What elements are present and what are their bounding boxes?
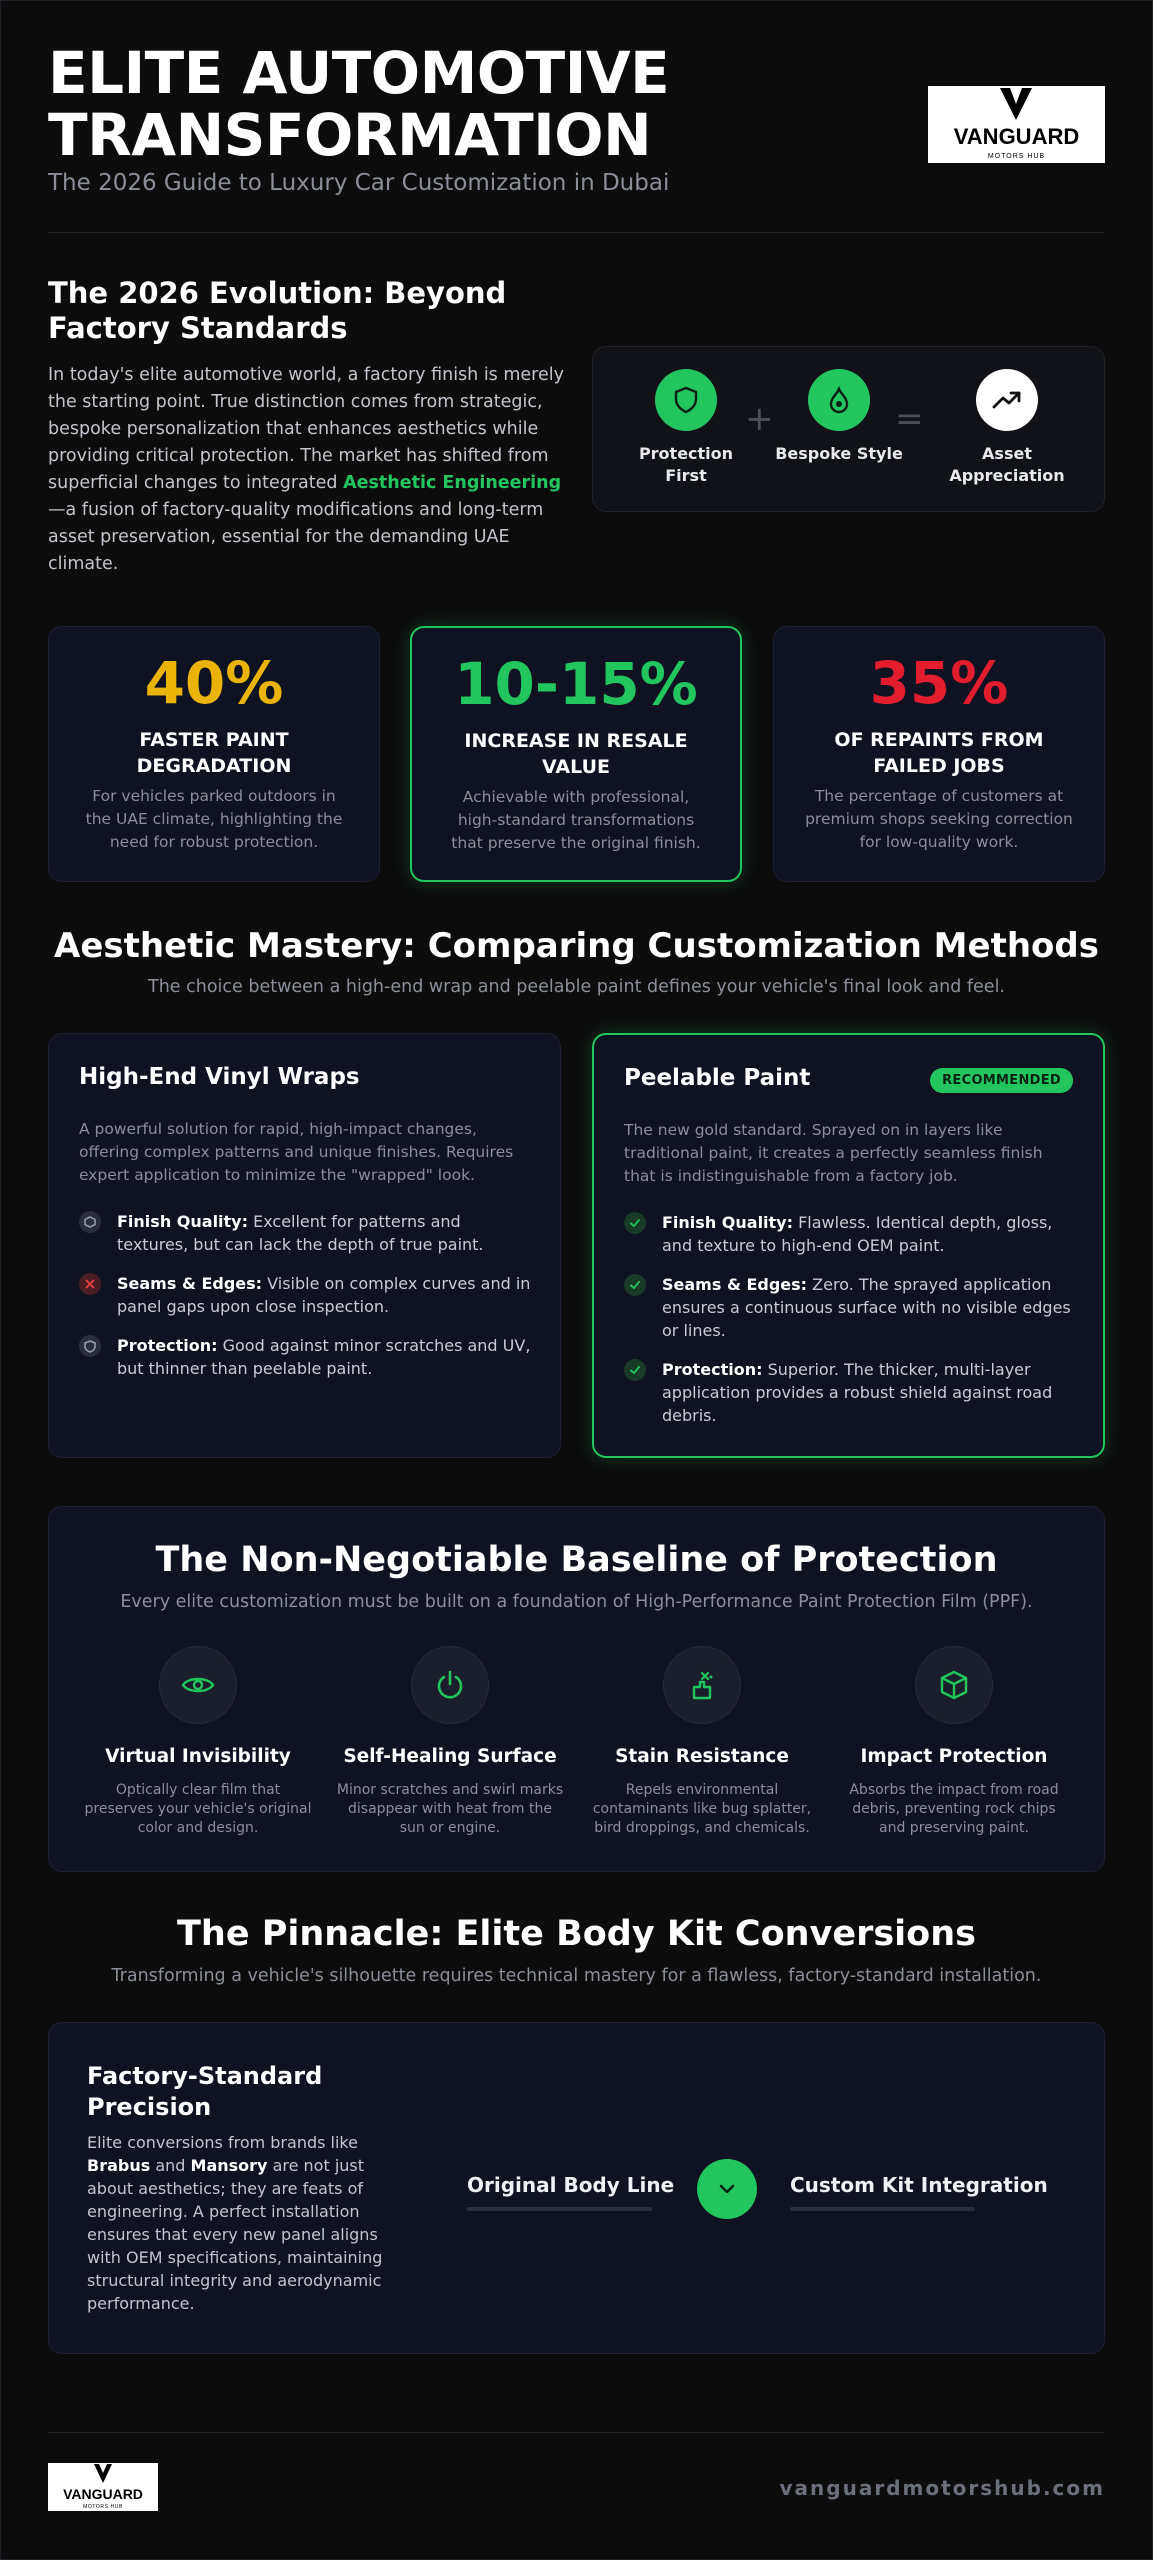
custom-kit-label: Custom Kit Integration: [790, 2173, 1048, 2197]
shield-icon: [655, 369, 717, 431]
eye-icon: [159, 1646, 237, 1724]
stat-description: The percentage of customers at premium shops seeking correction for low-quality work.: [805, 787, 1073, 851]
peelable-paint-card: [592, 1033, 1105, 1458]
recommended-badge: RECOMMENDED: [930, 1068, 1073, 1093]
footer-divider: [48, 2432, 1105, 2433]
evolution-heading: The 2026 Evolution: Beyond Factory Standards: [48, 276, 507, 345]
plus-sign: +: [745, 399, 774, 439]
custom-kit-bar: [790, 2207, 975, 2211]
feature-list: [624, 1211, 1079, 1443]
vanguard-logo: [928, 86, 1105, 163]
card-title: Peelable Paint: [624, 1065, 811, 1091]
cube-icon: [915, 1646, 993, 1724]
stat-title: OF REPAINTS FROM FAILED JOBS: [834, 729, 1044, 777]
stat-card-resale-value: [410, 626, 742, 882]
mastery-subtitle: The choice between a high-end wrap and peelable paint defines your vehicle's final look and feel.: [148, 977, 1005, 997]
page-title: ELITE AUTOMOTIVE TRANSFORMATION: [48, 39, 670, 169]
card-description: A powerful solution for rapid, high-impact changes, offering complex patterns and unique finishes. Requires expert application to minimize the "wrapped" look.: [79, 1120, 514, 1184]
mastery-heading: Aesthetic Mastery: Comparing Customization Methods: [54, 926, 1099, 966]
feature-self-healing: Self-Healing Surface Minor scratches and swirl marks disappear with heat from the sun or engine.: [325, 1646, 575, 1838]
stat-card-repaints: [773, 626, 1105, 882]
spray-icon: [663, 1646, 741, 1724]
trending-up-icon: [976, 369, 1038, 431]
aesthetic-engineering-highlight: Aesthetic Engineering: [343, 473, 562, 493]
list-item: Seams & Edges: Visible on complex curves and in panel gaps upon close inspection.: [79, 1272, 534, 1318]
header-divider: [48, 232, 1105, 233]
stat-value: 35%: [869, 649, 1009, 717]
svg-text:VANGUARD: VANGUARD: [63, 2486, 143, 2502]
stat-description: Achievable with professional, high-standard transformations that preserve the original finish.: [451, 788, 701, 852]
card-title: High-End Vinyl Wraps: [79, 1064, 360, 1090]
equation-bespoke-style: Bespoke Style: [774, 369, 904, 465]
feature-list: [79, 1210, 534, 1396]
list-item: Finish Quality: Excellent for patterns and textures, but can lack the depth of true paint.: [79, 1210, 534, 1256]
list-item: Protection: Superior. The thicker, multi-layer application provides a robust shield against road debris.: [624, 1358, 1079, 1427]
list-item: Seams & Edges: Zero. The sprayed application ensures a continuous surface with no visible edges or lines.: [624, 1273, 1079, 1342]
evolution-paragraph: In today's elite automotive world, a factory finish is merely the starting point. True distinction comes from strategic, bespoke personalization that enhances aesthetics while providing critical protection. The market has shifted from superficial changes to integrated Aesthetic Engineering—a fusion of factory-quality modifications and long-term asset preservation, essential for the demanding UAE climate.: [48, 365, 564, 574]
svg-text:MOTORS HUB: MOTORS HUB: [987, 153, 1046, 160]
power-icon: [411, 1646, 489, 1724]
paint-drop-icon: [808, 369, 870, 431]
vanguard-logo-small: [48, 2463, 158, 2511]
bodykit-subtitle: Transforming a vehicle's silhouette requires technical mastery for a flawless, factory-standard installation.: [111, 1966, 1042, 1986]
equation-protection-first: Protection First: [621, 369, 751, 487]
feature-impact-protection: Impact Protection Absorbs the impact from road debris, preventing rock chips and preserving paint.: [829, 1646, 1079, 1838]
stat-title: INCREASE IN RESALE VALUE: [464, 730, 688, 778]
footer-website-link[interactable]: vanguardmotorshub.com: [779, 2476, 1105, 2500]
vinyl-wrap-card: [48, 1033, 561, 1458]
bodykit-card: [48, 2022, 1105, 2354]
svg-text:VANGUARD: VANGUARD: [953, 124, 1080, 149]
shield-icon: [79, 1335, 101, 1357]
page-subtitle: The 2026 Guide to Luxury Car Customization in Dubai: [48, 170, 670, 196]
value-equation-card: [592, 346, 1105, 512]
feature-stain-resistance: Stain Resistance Repels environmental contaminants like bug splatter, bird droppings, and chemicals.: [577, 1646, 827, 1838]
check-icon: [624, 1274, 646, 1296]
card-title: Factory-Standard Precision: [87, 2062, 323, 2121]
neutral-icon: [79, 1211, 101, 1233]
stat-description: For vehicles parked outdoors in the UAE climate, highlighting the need for robust protection.: [85, 787, 343, 851]
stat-value: 40%: [144, 649, 284, 717]
original-body-line-label: Original Body Line: [467, 2173, 675, 2197]
original-body-line-bar: [467, 2207, 652, 2211]
check-icon: [624, 1212, 646, 1234]
stat-title: FASTER PAINT DEGRADATION: [136, 729, 292, 777]
equals-sign: =: [895, 399, 924, 439]
stat-value: 10-15%: [454, 650, 698, 718]
protection-subtitle: Every elite customization must be built on a foundation of High-Performance Paint Protection Film (PPF).: [120, 1592, 1033, 1612]
x-icon: [79, 1273, 101, 1295]
protection-heading: The Non-Negotiable Baseline of Protection: [155, 1540, 998, 1580]
card-description: Elite conversions from brands like Brabus and Mansory are not just about aesthetics; they are feats of engineering. A perfect installation ensures that every new panel aligns with OEM specifications, maintaining structural integrity and aerodynamic performance.: [87, 2133, 383, 2313]
list-item: Finish Quality: Flawless. Identical depth, gloss, and texture to high-end OEM paint.: [624, 1211, 1079, 1257]
chevron-down-icon: [697, 2159, 757, 2219]
equation-asset-appreciation: Asset Appreciation: [942, 369, 1072, 487]
bodykit-heading: The Pinnacle: Elite Body Kit Conversions: [177, 1914, 976, 1954]
check-icon: [624, 1359, 646, 1381]
card-description: The new gold standard. Sprayed on in layers like traditional paint, it creates a perfectly seamless finish that is indistinguishable from a factory job.: [624, 1121, 1043, 1185]
feature-virtual-invisibility: Virtual Invisibility Optically clear film that preserves your vehicle's original color and design.: [73, 1646, 323, 1838]
stat-card-paint-degradation: [48, 626, 380, 882]
svg-text:MOTORS HUB: MOTORS HUB: [83, 2504, 123, 2510]
list-item: Protection: Good against minor scratches and UV, but thinner than peelable paint.: [79, 1334, 534, 1380]
